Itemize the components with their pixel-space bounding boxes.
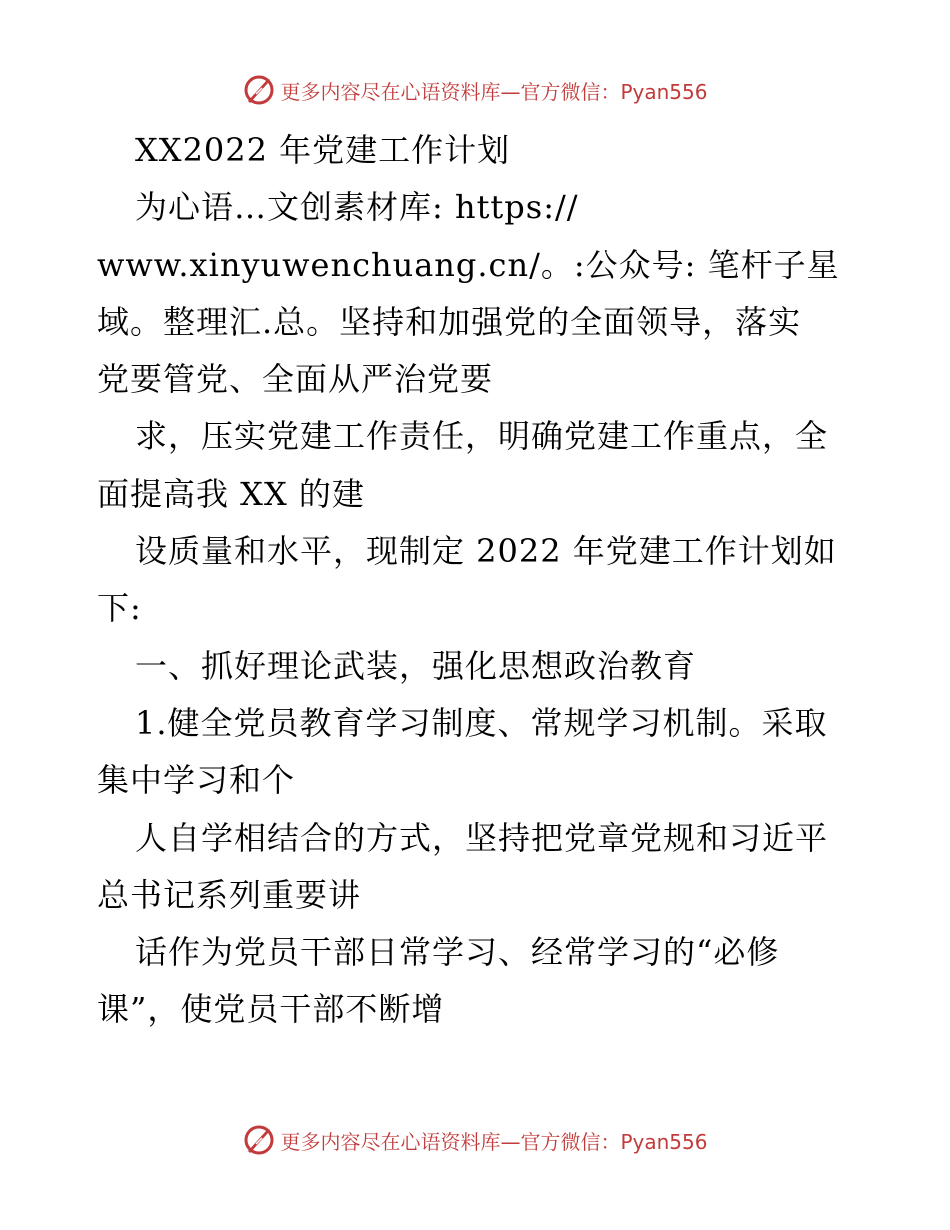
quill-pen-circle-icon: [242, 1123, 276, 1157]
section-heading: 一、抓好理论武装，强化思想政治教育: [135, 646, 697, 685]
doc-line: 设质量和水平，现制定 2022 年党建工作计划如: [135, 532, 837, 571]
doc-line: 下:: [97, 589, 142, 628]
footer-banner-text: 更多内容尽在心语资料库—官方微信：Pyan556: [280, 1129, 708, 1154]
doc-line: 1.健全党员教育学习制度、常规学习机制。采取: [135, 703, 828, 742]
doc-line: 面提高我 XX 的建: [97, 474, 365, 513]
document-body: [97, 122, 857, 1039]
doc-line: 总书记系列重要讲: [97, 875, 362, 914]
doc-line: 域。整理汇.总。坚持和加强党的全面领导，落实: [97, 302, 802, 341]
doc-title: XX2022 年党建工作计划: [135, 131, 511, 169]
footer-banner: [0, 1120, 950, 1160]
doc-line: www.xinyuwenchuang.cn/。:公众号: 笔杆子星: [97, 245, 840, 284]
doc-line: 求，压实党建工作责任，明确党建工作重点，全: [135, 417, 829, 456]
header-banner: [0, 70, 950, 110]
doc-line: 课”，使党员干部不断增: [97, 990, 445, 1029]
quill-pen-circle-icon: [242, 73, 276, 107]
doc-line: 人自学相结合的方式，坚持把党章党规和习近平: [135, 818, 829, 857]
doc-line: 为心语…文创素材库: https://: [135, 188, 579, 227]
doc-line: 党要管党、全面从严治党要: [97, 360, 494, 399]
doc-line: 话作为党员干部日常学习、经常学习的“必修: [135, 933, 780, 972]
header-banner-text: 更多内容尽在心语资料库—官方微信：Pyan556: [280, 79, 708, 104]
doc-line: 集中学习和个: [97, 761, 296, 800]
